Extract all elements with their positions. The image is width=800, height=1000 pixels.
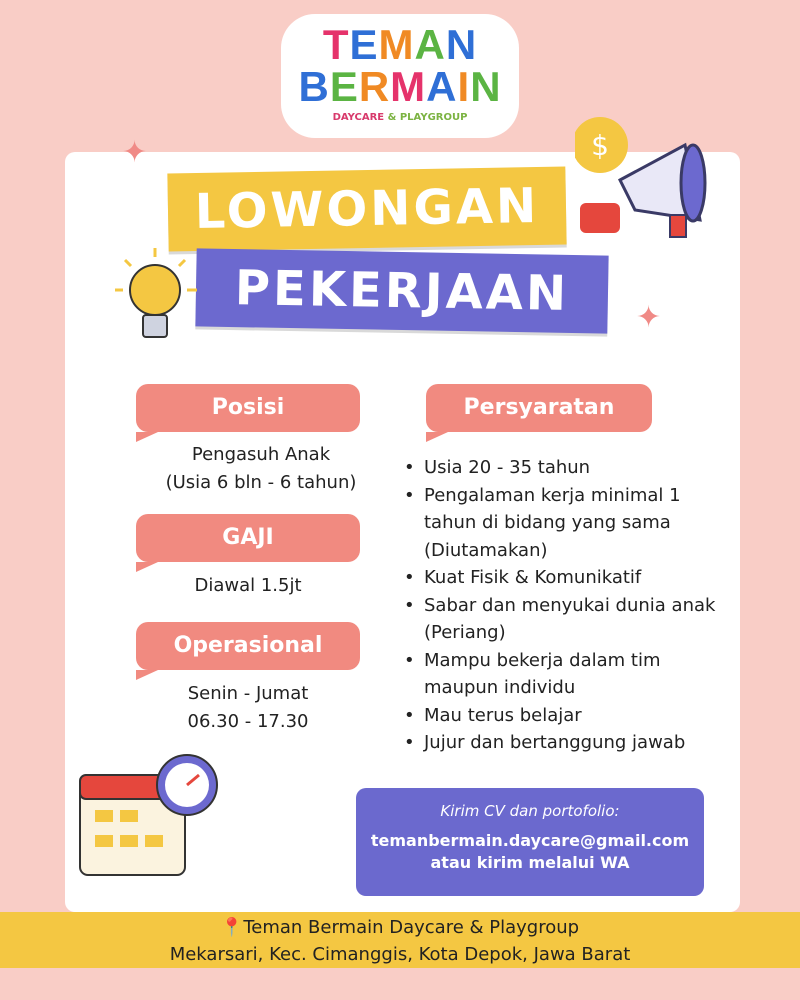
persyaratan-label: Persyaratan xyxy=(426,384,652,432)
requirements-list xyxy=(402,454,732,757)
list-item: • Mau terus belajar xyxy=(402,702,732,730)
sparkle-icon: ✦ xyxy=(636,300,662,335)
svg-text:$: $ xyxy=(591,129,609,162)
list-item: • Pengalaman kerja minimal 1 tahun di bidang yang sama (Diutamakan) xyxy=(402,482,732,565)
gaji-label: GAJI xyxy=(136,514,360,562)
list-item: • Usia 20 - 35 tahun xyxy=(402,454,732,482)
sparkle-icon: ✦ xyxy=(122,135,148,170)
posisi-value: Pengasuh Anak (Usia 6 bln - 6 tahun) xyxy=(165,444,357,493)
list-item: • Jujur dan bertanggung jawab xyxy=(402,729,732,757)
lightbulb-icon xyxy=(105,245,205,350)
gaji-value: Diawal 1.5jt xyxy=(194,575,302,596)
contact-heading: Kirim CV dan portofolio: xyxy=(440,802,620,820)
logo-line2: BERMAIN xyxy=(298,63,502,110)
banner-pekerjaan: PEKERJAAN xyxy=(195,248,608,333)
list-item: • Kuat Fisik & Komunikatif xyxy=(402,564,732,592)
list-item: • Mampu bekerja dalam tim maupun individu xyxy=(402,647,732,702)
calendar-clock-icon xyxy=(75,745,235,885)
footer-address xyxy=(0,912,800,968)
list-item: • Sabar dan menyukai dunia anak (Periang) xyxy=(402,592,732,647)
operasional-value: Senin - Jumat 06.30 - 17.30 xyxy=(187,683,309,732)
footer-name: Teman Bermain Daycare & Playgroup xyxy=(243,917,580,938)
location-pin-icon: 📍 xyxy=(220,917,244,938)
footer-address-line: Mekarsari, Kec. Cimanggis, Kota Depok, Jawa Barat xyxy=(169,944,631,965)
megaphone-icon xyxy=(575,105,725,250)
logo-line1: TEMAN xyxy=(322,21,478,68)
logo-subtitle: DAYCARE & PLAYGROUP xyxy=(332,112,468,123)
contact-box xyxy=(356,788,704,896)
contact-email[interactable]: temanbermain.daycare@gmail.com xyxy=(370,831,690,850)
logo xyxy=(285,18,515,134)
operasional-label: Operasional xyxy=(136,622,360,670)
banner-lowongan: LOWONGAN xyxy=(167,167,566,252)
posisi-label: Posisi xyxy=(136,384,360,432)
contact-alt: atau kirim melalui WA xyxy=(430,853,630,872)
